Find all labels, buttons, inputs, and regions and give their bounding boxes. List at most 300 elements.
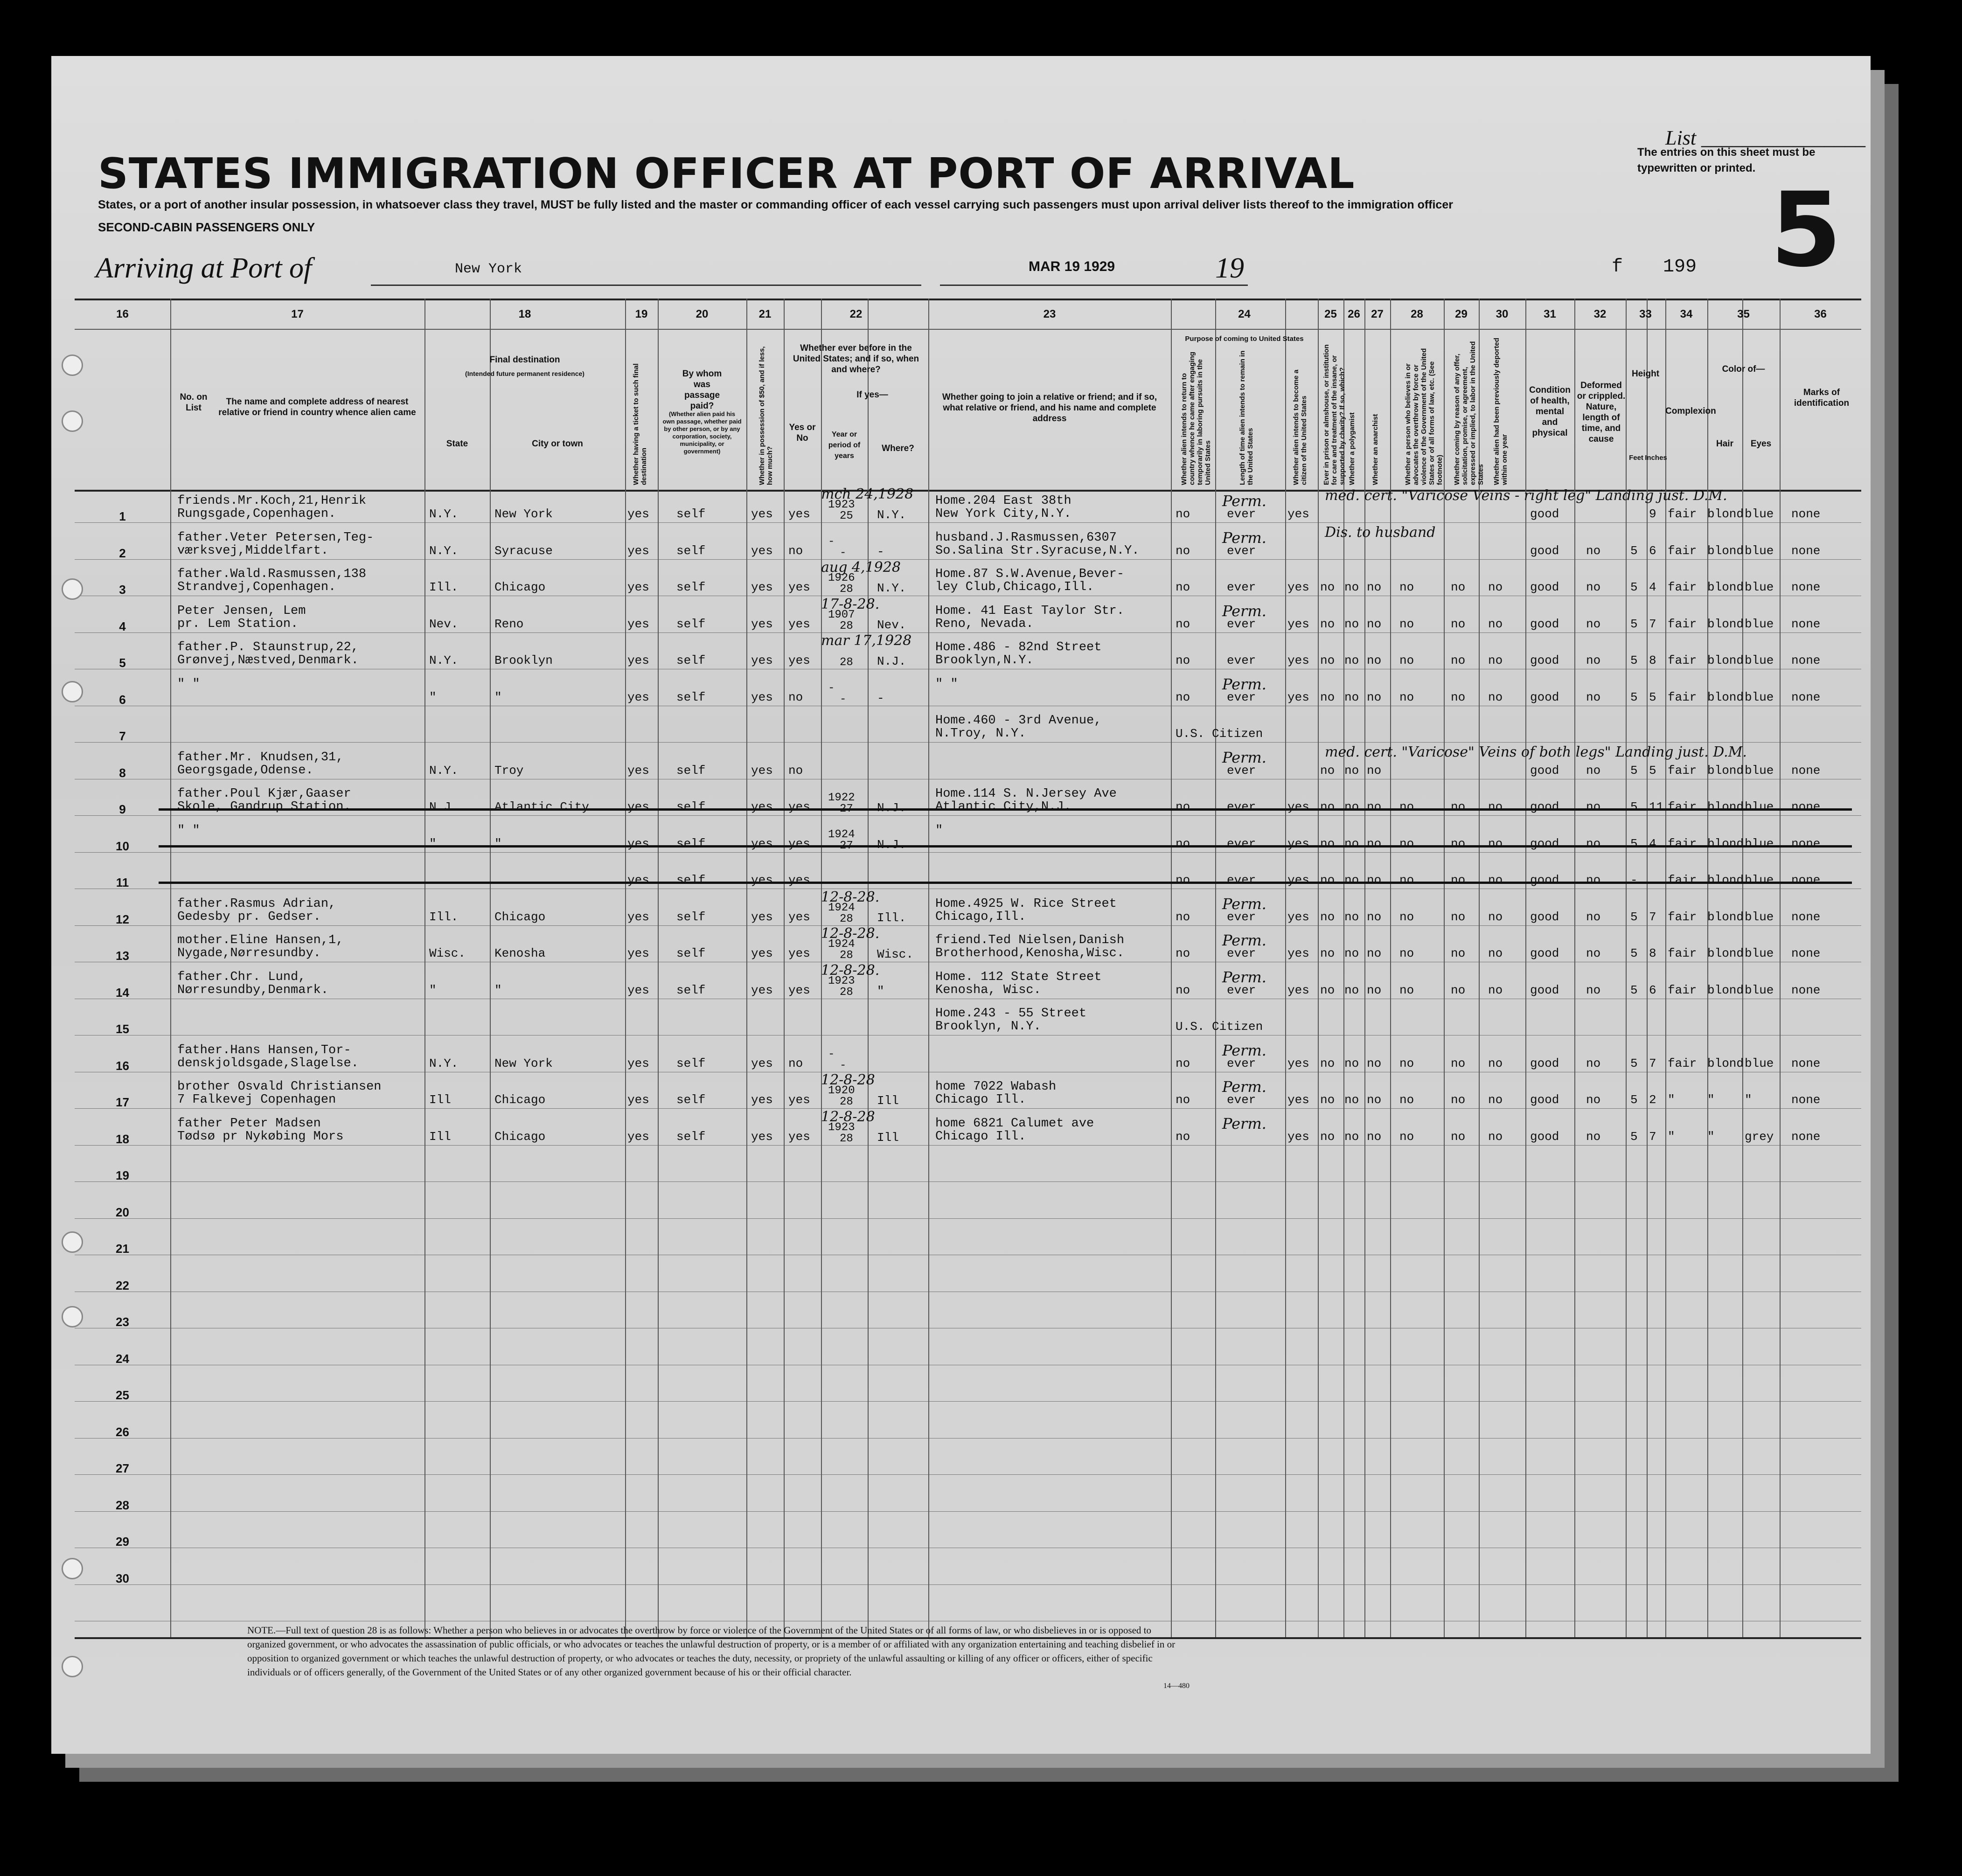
relative-line-1: brother Osvald Christiansen [177,1080,382,1094]
cell-offer: no [1451,1056,1466,1070]
cell-inches: 7 [1649,910,1656,924]
cell-year: - [828,681,835,695]
cell-ticket: yes [627,1056,649,1070]
header-money: Whether in possession of $50, and if less, how much? [758,346,774,485]
handwritten-date: mch 24,1928 [821,486,914,502]
relative-line-1: mother.Eline Hansen,1, [177,933,344,947]
arriving-label: Arriving at Port of [96,252,312,284]
cell-temp: no [1176,690,1190,704]
row-number: 4 [119,619,126,633]
join-line-1: " " [935,677,958,691]
cell-paid: self [676,580,706,594]
cell-anar: no [1367,983,1382,997]
cell-health: good [1530,983,1559,997]
join-line-1: home 7022 Wabash [935,1080,1057,1094]
join-line-1: home 6821 Calumet ave [935,1116,1094,1131]
join-line-2: Chicago,Ill. [935,910,1026,924]
list-label: List ________________ [1665,126,1866,149]
header-marks: Marks of identification [1794,388,1850,408]
cell-feet: 5 [1630,763,1638,778]
header-join: Whether going to join a relative or friend; and if so, what relative or friend, and his name and complete address [942,392,1157,424]
relative-line-1: father.Mr. Knudsen,31, [177,750,344,764]
relative-line-2: denskjoldsgade,Slagelse. [177,1056,359,1070]
cell-state: Ill. [429,580,459,594]
cell-paid: self [676,1093,706,1107]
cell-eyes: blue [1745,800,1774,814]
cell-length: ever [1227,873,1256,887]
cell-deport: no [1488,983,1503,997]
join-line-1: " [935,823,943,838]
cell-q28: no [1399,873,1414,887]
cell-hair: blond [1707,1056,1744,1070]
cell-citizen: yes [1287,1093,1309,1107]
cell-feet: 5 [1630,653,1638,667]
relative-line-2: Strandvej,Copenhagen. [177,580,336,594]
cell-length: ever [1227,653,1256,667]
cell-before: yes [788,836,810,851]
join-line-2: Brooklyn,N.Y. [935,653,1034,667]
cell-anar: no [1367,617,1382,631]
cell-before: yes [788,946,810,960]
header-health: Condition of health, mental and physical [1529,385,1571,438]
cell-length: ever [1227,507,1256,521]
cell-feet: 5 [1630,543,1638,558]
cell-offer: no [1451,617,1466,631]
cell-deformed: no [1586,873,1601,887]
cell-marks: none [1791,873,1821,887]
relative-line-2: Nørresundby,Denmark. [177,983,329,997]
row-number: 24 [116,1351,129,1366]
row-rule [75,1584,1861,1585]
column-number: 30 [1496,308,1509,320]
cell-city: Syracuse [494,543,553,558]
cell-paid: self [676,690,706,704]
row-number: 7 [119,729,126,743]
cell-state: N.Y. [429,1056,459,1070]
cell-health: good [1530,836,1559,851]
relative-line-1: " " [177,823,200,838]
row-number: 29 [116,1535,129,1549]
cell-hair: blond [1707,946,1744,960]
cell-state: Ill [429,1093,451,1107]
cell-money: yes [751,836,773,851]
cell-q28: no [1399,1129,1414,1144]
cell-complexion: fair [1668,946,1697,960]
cell-paid: self [676,543,706,558]
cell-money: yes [751,507,773,521]
cell-ticket: yes [627,946,649,960]
binder-hole [62,1231,83,1253]
cell-ticket: yes [627,873,649,887]
column-rule [784,299,785,1637]
cell-citizen: yes [1287,1056,1309,1070]
header-feet: Feet [1629,454,1643,462]
relative-line-1: Peter Jensen, Lem [177,604,306,618]
column-rule [490,299,491,1637]
row-number: 13 [116,949,129,963]
footnote-text: NOTE.—Full text of question 28 is as follows: Whether a person who believes in or advocates the overthrow by force or violence of the Government of the United States or of all forms of law, or who disbelieves in or is opposed to organized government, or who advocates the assassination of public officials, or who advocates or teaches the unlawful destruction of property, or is a member of or affiliated with any organization entertaining and teaching disbelief in or opposition to organized government or which teaches the unlawful destruction of property, or who advocates or teaches the duty, necessity, or propriety of the unlawful assaulting or killing of any officer or officers, either of specific individuals or of officers generally, of the Government of the United States or of any other organized government because of his or their official character. [247,1625,1176,1678]
handwritten-date: mar 17,1928 [821,632,912,649]
cell-hair: blond [1707,543,1744,558]
cell-hair: blond [1707,507,1744,521]
cell-anar: no [1367,800,1382,814]
cell-ticket: yes [627,910,649,924]
join-line-2: Chicago Ill. [935,1093,1026,1107]
cell-money: yes [751,1093,773,1107]
row-number: 5 [119,656,126,670]
cell-temp: U.S. Citizen [1176,1020,1263,1034]
cell-deport: no [1488,836,1503,851]
cell-prison: no [1320,690,1335,704]
cell-paid: self [676,507,706,521]
cell-health: good [1530,1056,1559,1070]
cell-city: New York [494,507,553,521]
form-code: 14—480 [1163,1682,1190,1690]
cell-where: - [877,691,884,705]
cell-prison: no [1320,617,1335,631]
cell-marks: none [1791,800,1821,814]
column-number: 26 [1348,308,1360,320]
header-offer: Whether coming by reason of any offer, solicitation, promise, or agreement, expressed or implied, to labor in the United States [1453,341,1485,485]
cell-money: yes [751,983,773,997]
cell-paid: self [676,617,706,631]
binder-hole [62,410,83,432]
cell-length: ever [1227,983,1256,997]
cell-q28: no [1399,1093,1414,1107]
cell-feet: 5 [1630,983,1638,997]
cell-paid: self [676,763,706,778]
cell-inches: 7 [1649,1056,1656,1070]
cell-eyes: blue [1745,653,1774,667]
column-number: 18 [518,308,531,320]
strike-line [159,808,1852,811]
header-paid: By whom was passage paid? [682,369,722,411]
cell-complexion: fair [1668,763,1697,778]
cell-citizen: yes [1287,946,1309,960]
cell-before: yes [788,1129,810,1144]
cell-city: Chicago [494,910,546,924]
row-rule [75,1218,1861,1219]
cell-feet: - [1630,873,1638,887]
row-number: 10 [116,839,129,853]
header-polygamist: Whether a polygamist [1348,412,1356,485]
cell-where: Nev. [877,618,906,632]
tick-mark: f [1612,257,1623,278]
cell-hair: " [1707,1129,1715,1144]
header-ifyes: If yes— [856,390,888,400]
cell-feet: 5 [1630,690,1638,704]
row-number: 3 [119,583,126,597]
cell-marks: none [1791,763,1821,778]
row-number: 19 [116,1168,129,1182]
row-number: 25 [116,1388,129,1402]
cell-ticket: yes [627,800,649,814]
cell-anar: no [1367,1056,1382,1070]
cell-health: good [1530,946,1559,960]
cell-paid: self [676,1056,706,1070]
handwritten-date: 12-8-28. [821,962,880,979]
cell-marks: none [1791,836,1821,851]
cell-feet: 5 [1630,1093,1638,1107]
manifest-page [51,56,1871,1754]
header-anarchist: Whether an anarchist [1371,414,1379,485]
cell-paid: self [676,910,706,924]
relative-line-1: father.Rasmus Adrian, [177,896,336,911]
cell-state: Nev. [429,617,459,631]
port-underline [371,285,921,286]
header-purpose: Purpose of coming to United States [1185,335,1304,343]
header-color: Color of— [1722,364,1765,374]
cell-citizen: yes [1287,580,1309,594]
cell-state: N.Y. [429,507,459,521]
handwritten-perm: Perm. [1222,895,1266,913]
join-line-1: Home.243 - 55 Street [935,1007,1087,1021]
cell-money: yes [751,763,773,778]
handwritten-perm: Perm. [1222,748,1266,766]
column-number: 20 [696,308,709,320]
cell-health: good [1530,1129,1559,1144]
row-number: 18 [116,1132,129,1146]
join-line-2: Chicago Ill. [935,1129,1026,1144]
cell-where: - [877,544,884,559]
column-number: 36 [1814,308,1827,320]
column-rule [424,299,425,1637]
column-number: 17 [291,308,304,320]
cell-eyes: blue [1745,763,1774,778]
arrival-row [96,252,1822,294]
handwritten-perm: Perm. [1222,931,1266,949]
cell-hair: blond [1707,763,1744,778]
row-rule [75,925,1861,926]
relative-line-1: father.Poul Kjær,Gaaser [177,787,351,801]
join-line-2: Reno, Nevada. [935,617,1034,631]
port-value: New York [455,261,522,277]
join-line-2: Atlantic City,N.J. [935,800,1071,814]
cell-deformed: no [1586,910,1601,924]
cell-before: no [788,763,803,778]
cell-inches: 8 [1649,653,1656,667]
join-line-1: husband.J.Rasmussen,6307 [935,530,1117,545]
cell-prison: no [1320,653,1335,667]
cell-anar: no [1367,946,1382,960]
cell-where: Ill [877,1094,899,1108]
cell-deport: no [1488,873,1503,887]
cell-eyes: blue [1745,543,1774,558]
header-prison: Ever in prison or almshouse, or institution for care and treatment of the insane, or supported by charity? If so, which? [1322,344,1346,485]
row-rule [75,1181,1861,1182]
header-height: Height [1631,369,1660,379]
header-deported: Whether alien had been previously deported within one year [1493,338,1509,485]
cell-offer: no [1451,690,1466,704]
join-line-2: Brotherhood,Kenosha,Wisc. [935,946,1125,960]
cell-complexion: fair [1668,653,1697,667]
cell-deformed: no [1586,690,1601,704]
row-number: 6 [119,692,126,707]
relative-line-1: father.Hans Hansen,Tor- [177,1043,351,1057]
cell-where: N.J. [877,837,906,852]
relative-line-2: 7 Falkevej Copenhagen [177,1093,336,1107]
cell-state: Wisc. [429,946,466,960]
cell-complexion: fair [1668,580,1697,594]
cell-temp: no [1176,800,1190,814]
row-rule [75,1474,1861,1475]
cell-city: Reno [494,617,524,631]
cell-year: 1907 [828,608,855,621]
cell-poly: no [1344,836,1359,851]
cell-year: - [828,535,835,548]
column-rule [1171,299,1172,1637]
header-eyes: Eyes [1750,439,1772,449]
cell-state: " [429,690,437,704]
cell-inches: 11 [1649,800,1664,814]
cell-inches: 5 [1649,763,1656,778]
cell-complexion: fair [1668,690,1697,704]
cell-citizen: yes [1287,873,1309,887]
handwritten-annotation: Dis. to husband [1325,524,1436,541]
cell-marks: none [1791,1093,1821,1107]
cell-length: ever [1227,1056,1256,1070]
cell-inches: 8 [1649,946,1656,960]
table-top-rule [75,299,1861,300]
cell-eyes: " [1745,1093,1752,1107]
handwritten-date: 12-8-28 [821,1108,875,1125]
cell-length: ever [1227,800,1256,814]
cell-temp: no [1176,1129,1190,1144]
manifest-table [75,299,1861,1651]
relative-line-2: Rungsgade,Copenhagen. [177,507,336,521]
cell-money: yes [751,653,773,667]
relative-line-1: father.P. Staunstrup,22, [177,640,359,654]
cell-temp: no [1176,836,1190,851]
cell-temp: no [1176,873,1190,887]
cell-inches: 7 [1649,617,1656,631]
cell-poly: no [1344,763,1359,778]
cell-complexion: fair [1668,1056,1697,1070]
cell-length: ever [1227,1093,1256,1107]
cell-offer: no [1451,800,1466,814]
cell-anar: no [1367,690,1382,704]
join-line-1: friend.Ted Nielsen,Danish [935,933,1125,947]
cell-complexion: fair [1668,507,1697,521]
row-number: 15 [116,1022,129,1036]
row-number: 22 [116,1278,129,1292]
header-final-destination: Final destination [489,355,560,365]
relative-line-2: Nygade,Nørresundby. [177,946,321,960]
cell-deformed: no [1586,983,1601,997]
cell-temp: no [1176,1093,1190,1107]
cell-period: 25 [840,510,853,522]
cell-deformed: no [1586,763,1601,778]
header-hair: Hair [1716,439,1733,449]
sheet-number: 5 [1770,170,1842,290]
cell-ticket: yes [627,543,649,558]
cell-length: ever [1227,910,1256,924]
cell-ticket: yes [627,1129,649,1144]
column-rule [658,299,659,1637]
cell-complexion: fair [1668,910,1697,924]
header-inches: Inches [1645,454,1667,462]
cell-period: 28 [840,619,853,632]
row-rule [75,815,1861,816]
cell-money: yes [751,800,773,814]
cell-paid: self [676,946,706,960]
cell-hair: " [1707,1093,1715,1107]
year-prefix: 19 [1215,252,1244,284]
row-rule [75,1145,1861,1146]
code-value: 199 [1663,257,1697,278]
cell-poly: no [1344,653,1359,667]
cell-hair: blond [1707,873,1744,887]
handwritten-date: 12-8-28 [821,1072,875,1088]
cell-eyes: blue [1745,873,1774,887]
join-line-2: ley Club,Chicago,Ill. [935,580,1094,594]
cell-before: yes [788,800,810,814]
join-line-1: Home.4925 W. Rice Street [935,896,1117,911]
column-number: 24 [1238,308,1251,320]
header-years: Year or period of years [828,431,861,460]
header-final-destination-sub: (Intended future permanent residence) [465,370,584,377]
row-number: 28 [116,1498,129,1512]
cell-ticket: yes [627,763,649,778]
handwritten-annotation: med. cert. "Varicose Veins - right leg" Landing just. D.M. [1325,487,1727,504]
cell-anar: no [1367,910,1382,924]
cell-complexion: fair [1668,617,1697,631]
column-number: 27 [1371,308,1384,320]
cell-poly: no [1344,983,1359,997]
cell-period: 28 [840,1096,853,1108]
cell-deformed: no [1586,543,1601,558]
cell-offer: no [1451,873,1466,887]
cell-year: - [828,1048,835,1061]
cell-feet: 5 [1630,910,1638,924]
cell-state: N.Y. [429,543,459,558]
cell-prison: no [1320,983,1335,997]
cell-health: good [1530,873,1559,887]
row-number: 14 [116,985,129,1000]
cell-paid: self [676,983,706,997]
cell-before: no [788,543,803,558]
binder-hole [62,681,83,702]
cell-feet: 5 [1630,800,1638,814]
handwritten-perm: Perm. [1222,968,1266,986]
cell-temp: no [1176,1056,1190,1070]
cell-q28: no [1399,946,1414,960]
join-line-1: Home.486 - 82nd Street [935,640,1102,654]
cell-length: ever [1227,946,1256,960]
column-rule [625,299,626,1637]
header-paid-sub: (Whether alien paid his own passage, whether paid by other person, or by any corporation, society, municipality, or government) [662,410,742,455]
cell-money: yes [751,690,773,704]
cell-offer: no [1451,1129,1466,1144]
relative-line-1: father.Wald.Rasmussen,138 [177,567,367,581]
cell-deformed: no [1586,1056,1601,1070]
cell-citizen: yes [1287,910,1309,924]
date-underline [940,285,1248,286]
cell-complexion: " [1668,1093,1675,1107]
cell-city: Chicago [494,1129,546,1144]
cell-city: " [494,983,502,997]
join-line-2: New York City,N.Y. [935,507,1071,521]
cell-eyes: blue [1745,1056,1774,1070]
cell-deformed: no [1586,617,1601,631]
binder-hole [62,1656,83,1677]
column-rule [746,299,747,1637]
header-q28: Whether a person who believes in or advocates the overthrow by force or violence of the Government of the United States or of all forms of law, etc. (See footnote) [1404,348,1444,485]
cell-poly: no [1344,910,1359,924]
cell-offer: no [1451,580,1466,594]
cell-marks: none [1791,946,1821,960]
cell-state: Ill [429,1129,451,1144]
